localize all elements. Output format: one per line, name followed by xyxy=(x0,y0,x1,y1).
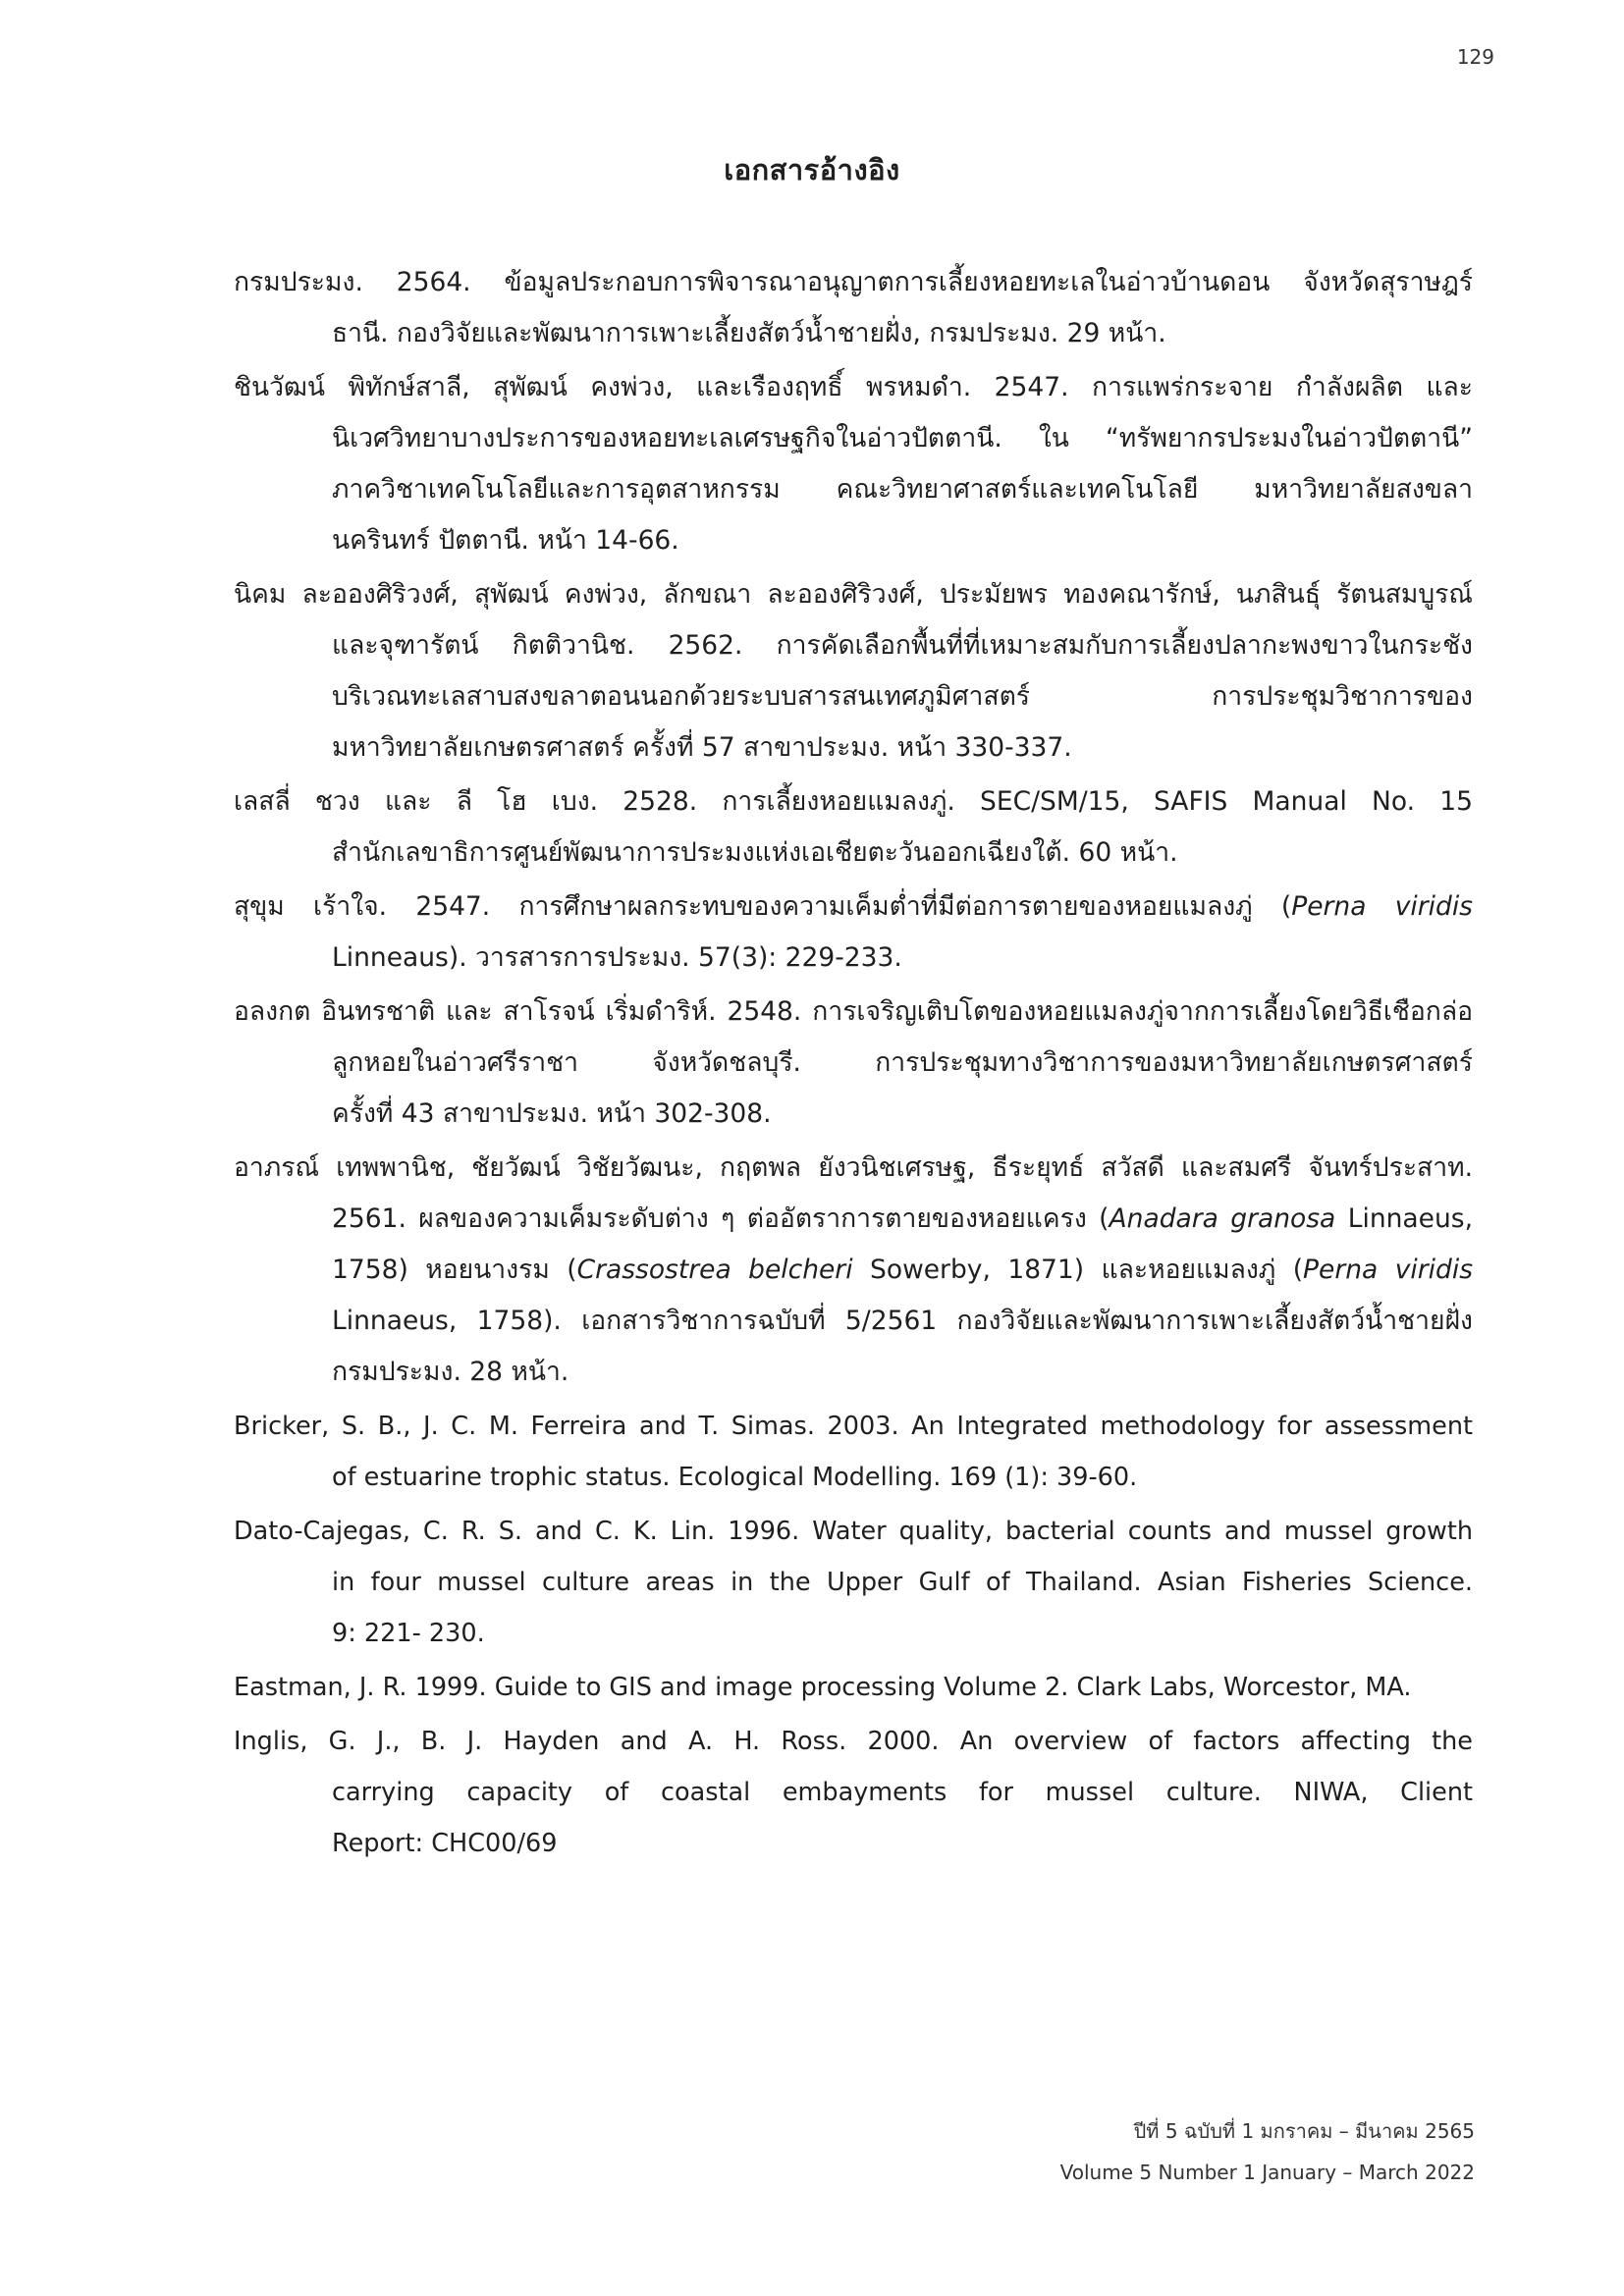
reference-line xyxy=(332,1347,1473,1398)
reference-text: กรมประมง. 28 หน้า. xyxy=(332,1357,569,1387)
reference-text: of estuarine trophic status. Ecological Modelling. 169 (1): 39-60. xyxy=(332,1463,1138,1492)
reference-text: นิเวศวิทยาบางประการของหอยทะเลเศรษฐกิจในอ่าวปัตตานี. ใน “ทรัพยากรประมงในอ่าวปัตตานี” xyxy=(332,423,1473,454)
reference-text: มหาวิทยาลัยเกษตรศาสตร์ ครั้งที่ 57 สาขาประมง. หน้า 330-337. xyxy=(332,732,1072,763)
reference-text: นครินทร์ ปัตตานี. หน้า 14-66. xyxy=(332,525,679,556)
reference-line xyxy=(234,1401,1473,1452)
reference-text: ครั้งที่ 43 สาขาประมง. หน้า 302-308. xyxy=(332,1098,772,1129)
reference-entry xyxy=(234,776,1473,879)
reference-text: ธานี. กองวิจัยและพัฒนาการเพาะเลี้ยงสัตว์น้ำชายฝั่ง, กรมประมง. 29 หน้า. xyxy=(332,318,1166,348)
reference-text: carrying capacity of coastal embayments for mussel culture. NIWA, Client xyxy=(332,1778,1473,1807)
reference-entry xyxy=(234,1506,1473,1659)
reference-entry xyxy=(234,1401,1473,1503)
reference-text: สุขุม เร้าใจ. 2547. การศึกษาผลกระทบของความเค็มต่ำที่มีต่อการตายของหอยแมลงภู่ ( xyxy=(234,891,1292,922)
reference-line xyxy=(332,671,1473,722)
reference-line xyxy=(332,722,1473,774)
reference-entry xyxy=(234,1662,1473,1713)
reference-line xyxy=(332,464,1473,515)
reference-text: 9: 221- 230. xyxy=(332,1619,485,1648)
reference-text: เลสลี่ ชวง และ ลี โฮ เบง. 2528. การเลี้ยงหอยแมลงภู่. SEC/SM/15, SAFIS Manual No. 15 xyxy=(234,786,1473,817)
reference-text: Sowerby, 1871) และหอยแมลงภู่ ( xyxy=(852,1255,1304,1285)
reference-entry xyxy=(234,362,1473,566)
reference-entry xyxy=(234,257,1473,359)
reference-text: นิคม ละอองศิริวงศ์, สุพัฒน์ คงพ่วง, ลักขณา ละอองศิริวงศ์, ประมัยพร ทองคณารักษ์, นภสินธุ์ รัตนสมบูรณ์ xyxy=(234,579,1473,610)
reference-line xyxy=(332,1038,1473,1089)
page-footer xyxy=(1060,2110,1475,2193)
page-title: เอกสารอ้างอิง xyxy=(724,153,900,187)
reference-entry xyxy=(234,987,1473,1140)
reference-text: อลงกต อินทรชาติ และ สาโรจน์ เริ่มดำริห์. 2548. การเจริญเติบโตของหอยแมลงภู่จากการเลี้ยงโดยวิธีเชือกล่อ xyxy=(234,996,1473,1027)
reference-line xyxy=(332,308,1473,359)
reference-line xyxy=(332,620,1473,671)
reference-line xyxy=(234,1143,1473,1194)
reference-line xyxy=(234,257,1473,308)
reference-entry xyxy=(234,1716,1473,1869)
reference-line xyxy=(234,1662,1473,1713)
page-number: 129 xyxy=(1456,45,1494,69)
reference-entry xyxy=(234,1143,1473,1398)
reference-list xyxy=(234,257,1473,1872)
reference-line xyxy=(234,569,1473,620)
reference-line xyxy=(234,776,1473,828)
reference-text: Bricker, S. B., J. C. M. Ferreira and T. Simas. 2003. An Integrated methodology for assessment xyxy=(234,1412,1473,1441)
species-name: Perna viridis xyxy=(1291,891,1473,922)
reference-text: บริเวณทะเลสาบสงขลาตอนนอกด้วยระบบสารสนเทศภูมิศาสตร์ การประชุมวิชาการของ xyxy=(332,681,1473,712)
reference-text: Dato-Cajegas, C. R. S. and C. K. Lin. 1996. Water quality, bacterial counts and mussel growth xyxy=(234,1517,1473,1546)
reference-text: ชินวัฒน์ พิทักษ์สาลี, สุพัฒน์ คงพ่วง, และเรืองฤทธิ์ พรหมดำ. 2547. การแพร่กระจาย กำลังผลิต และ xyxy=(234,372,1473,402)
reference-text: ภาควิชาเทคโนโลยีและการอุตสาหกรรม คณะวิทยาศาสตร์และเทคโนโลยี มหาวิทยาลัยสงขลา xyxy=(332,474,1473,505)
reference-text: และจุฑารัตน์ กิตติวานิช. 2562. การคัดเลือกพื้นที่ที่เหมาะสมกับการเลี้ยงปลากะพงขาวในกระชัง xyxy=(332,630,1473,661)
reference-text: Eastman, J. R. 1999. Guide to GIS and image processing Volume 2. Clark Labs, Worcestor, MA. xyxy=(234,1673,1412,1702)
reference-text: in four mussel culture areas in the Upper Gulf of Thailand. Asian Fisheries Science. xyxy=(332,1568,1473,1597)
reference-line xyxy=(332,1557,1473,1608)
reference-line xyxy=(332,413,1473,464)
reference-text: Inglis, G. J., B. J. Hayden and A. H. Ross. 2000. An overview of factors affecting the xyxy=(234,1727,1473,1756)
reference-line xyxy=(234,362,1473,413)
reference-text: Report: CHC00/69 xyxy=(332,1829,558,1858)
reference-line xyxy=(332,1245,1473,1296)
reference-line xyxy=(332,515,1473,566)
reference-entry xyxy=(234,569,1473,774)
reference-text: Linneaus). วารสารการประมง. 57(3): 229-233. xyxy=(332,942,902,973)
species-name: Perna viridis xyxy=(1303,1255,1474,1285)
reference-text: Linnaeus, xyxy=(1335,1203,1474,1234)
reference-line xyxy=(332,1452,1473,1503)
reference-text: 2561. ผลของความเค็มระดับต่าง ๆ ต่ออัตราการตายของหอยแครง ( xyxy=(332,1203,1110,1234)
reference-text: สำนักเลขาธิการศูนย์พัฒนาการประมงแห่งเอเชียตะวันออกเฉียงใต้. 60 หน้า. xyxy=(332,837,1178,868)
reference-line xyxy=(332,1818,1473,1869)
reference-text: กรมประมง. 2564. ข้อมูลประกอบการพิจารณาอนุญาตการเลี้ยงหอยทะเลในอ่าวบ้านดอน จังหวัดสุราษฎร์ xyxy=(234,267,1473,297)
reference-line xyxy=(234,1506,1473,1557)
reference-line xyxy=(332,1089,1473,1140)
reference-text: ลูกหอยในอ่าวศรีราชา จังหวัดชลบุรี. การประชุมทางวิชาการของมหาวิทยาลัยเกษตรศาสตร์ xyxy=(332,1047,1473,1078)
footer-issue-english: Volume 5 Number 1 January – March 2022 xyxy=(1059,2161,1475,2184)
reference-line xyxy=(332,933,1473,984)
reference-line xyxy=(332,1767,1473,1818)
reference-line xyxy=(332,828,1473,879)
reference-line xyxy=(332,1296,1473,1347)
reference-line xyxy=(332,1194,1473,1245)
reference-text: อาภรณ์ เทพพานิช, ชัยวัฒน์ วิชัยวัฒนะ, กฤตพล ยังวนิชเศรษฐ, ธีระยุทธ์ สวัสดี และสมศรี จันทร์ประสาท. xyxy=(234,1152,1473,1183)
reference-line xyxy=(234,1716,1473,1767)
reference-entry xyxy=(234,881,1473,984)
reference-line xyxy=(234,881,1473,933)
species-name: Crassostrea belcheri xyxy=(576,1255,853,1285)
reference-line xyxy=(234,987,1473,1038)
reference-line xyxy=(332,1608,1473,1659)
reference-text: Linnaeus, 1758). เอกสารวิชาการฉบับที่ 5/2561 กองวิจัยและพัฒนาการเพาะเลี้ยงสัตว์น้ำชายฝั่ง xyxy=(332,1306,1473,1336)
species-name: Anadara granosa xyxy=(1109,1203,1336,1234)
footer-issue-thai: ปีที่ 5 ฉบับที่ 1 มกราคม – มีนาคม 2565 xyxy=(1133,2119,1475,2143)
reference-text: 1758) หอยนางรม ( xyxy=(332,1255,577,1285)
